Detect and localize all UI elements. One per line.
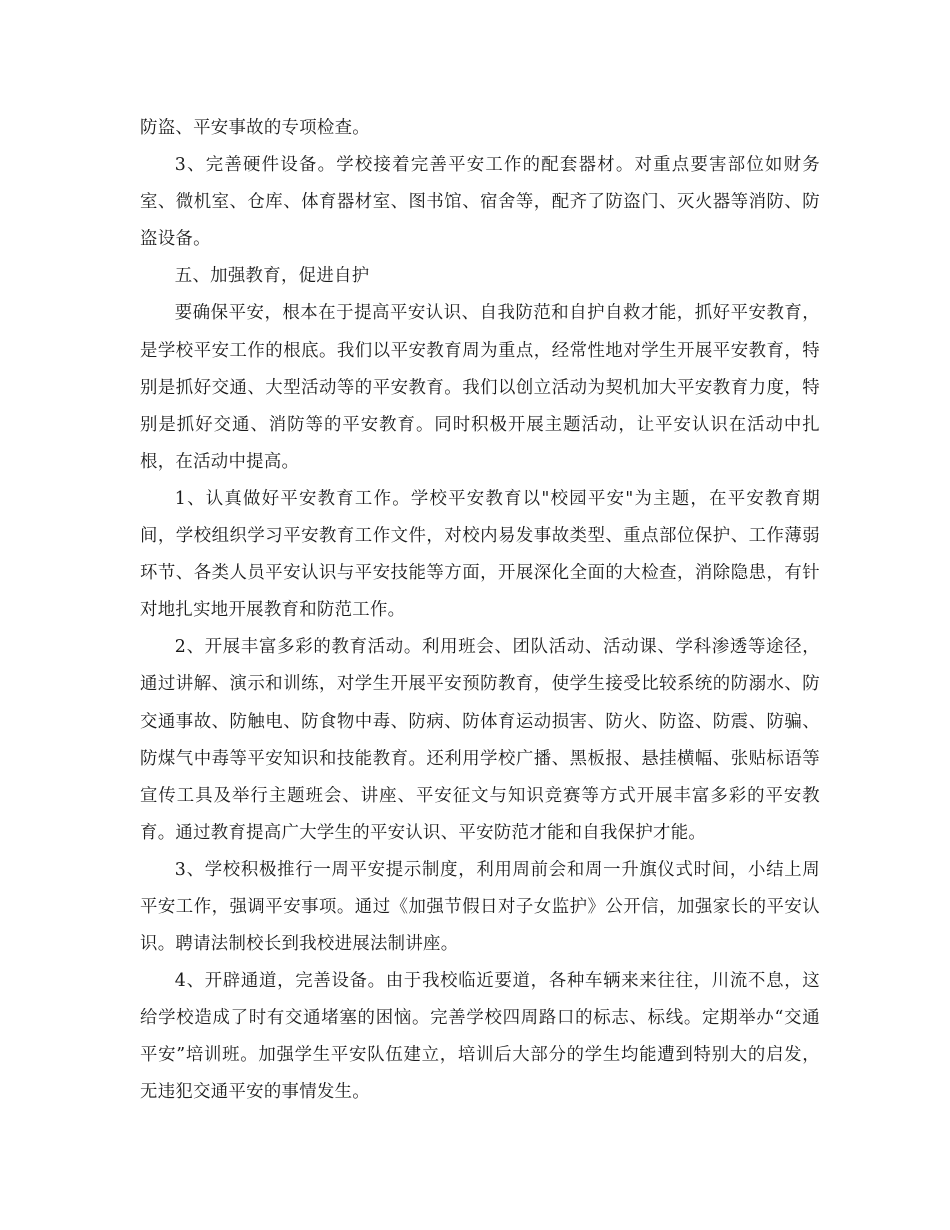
paragraph-2: 3、完善硬件设备。学校接着完善平安工作的配套器材。对重点要害部位如财务室、微机室、仓库、体育器材室、图书馆、宿舍等，配齐了防盗门、灭火器等消防、防盗设备。 xyxy=(140,155,820,250)
paragraph-6: 3、学校积极推行一周平安提示制度，利用周前会和周一升旗仪式时间，小结上周平安工作，强调平安事项。通过《加强节假日对子女监护》公开信，加强家长的平安认识。聘请法制校长到我校进展法制讲座。 xyxy=(140,859,820,955)
section-heading: 五、加强教育，促进自护 xyxy=(174,266,370,287)
paragraph-4: 1、认真做好平安教育工作。学校平安教育以"校园平安"为主题，在平安教育期间，学校组织学习平安教育工作文件，对校内易发事故类型、重点部位保护、工作薄弱环节、各类人员平安认识与平安技能等方面，开展深化全面的大检查，消除隐患，有针对地扎实地开展教育和防范工作。 xyxy=(140,488,820,621)
paragraph-7: 4、开辟通道，完善设备。由于我校临近要道，各种车辆来来往往，川流不息，这给学校造成了时有交通堵塞的困恼。完善学校四周路口的标志、标线。定期举办“交通平安”培训班。加强学生平安队伍建立，培训后大部分的学生均能遭到特别大的启发，无违犯交通平安的事情发生。 xyxy=(140,971,820,1103)
paragraph-5: 2、开展丰富多彩的教育活动。利用班会、团队活动、活动课、学科渗透等途径，通过讲解、演示和训练，对学生开展平安预防教育，使学生接受比较系统的防溺水、防交通事故、防触电、防食物中毒、防病、防体育运动损害、防火、防盗、防震、防骗、防煤气中毒等平安知识和技能教育。还利用学校广播、黑板报、悬挂横幅、张贴标语等宣传工具及举行主题班会、讲座、平安征文与知识竞赛等方式开展丰富多彩的平安教育。通过教育提高广大学生的平安认识、平安防范才能和自我保护才能。 xyxy=(140,637,820,843)
document-body xyxy=(140,110,820,1112)
paragraph-1: 防盗、平安事故的专项检查。 xyxy=(140,118,370,138)
paragraph-3: 要确保平安，根本在于提高平安认识、自我防范和自护自救才能，抓好平安教育，是学校平安工作的根底。我们以平安教育周为重点，经常性地对学生开展平安教育，特别是抓好交通、大型活动等的平安教育。我们以创立活动为契机加大平安教育力度，特别是抓好交通、消防等的平安教育。同时积极开展主题活动，让平安认识在活动中扎根，在活动中提高。 xyxy=(140,303,820,472)
